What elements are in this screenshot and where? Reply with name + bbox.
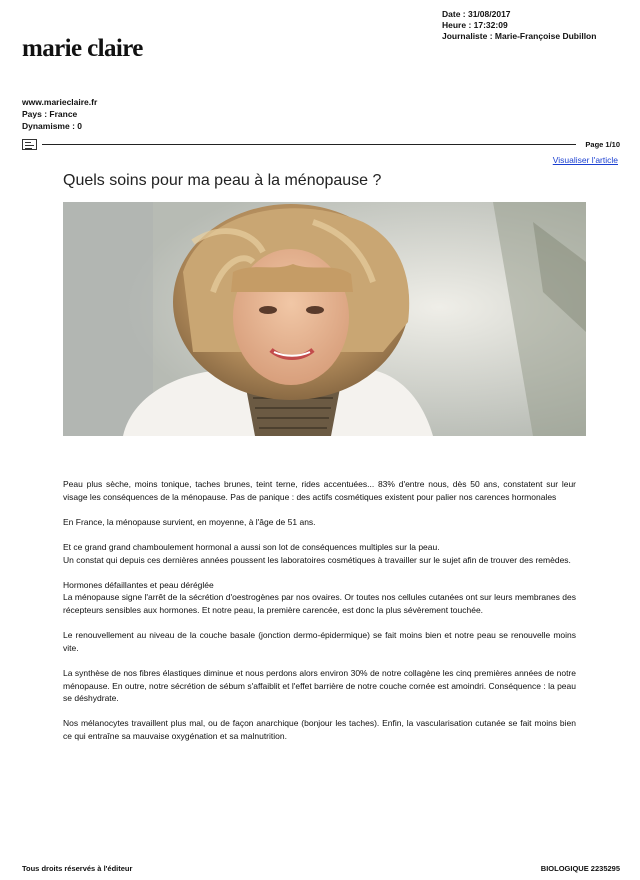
document-icon xyxy=(22,139,37,150)
site-url: www.marieclaire.fr xyxy=(22,97,98,107)
article-meta xyxy=(442,9,622,42)
footer-reference: BIOLOGIQUE 2235295 xyxy=(540,864,620,873)
dynamism-label: Dynamisme : 0 xyxy=(22,121,82,131)
article-body xyxy=(63,478,576,755)
paragraph: Peau plus sèche, moins tonique, taches brunes, teint terne, rides accentuées... 83% d'entre nous, dès 50 ans, constatent sur leur visage les conséquences de la ménopause. Pas de panique : des actifs cosmétiques existent pour palier nos carences hormonales xyxy=(63,479,576,502)
paragraph: En France, la ménopause survient, en moyenne, à l'âge de 51 ans. xyxy=(63,516,316,527)
article-photo xyxy=(63,202,586,436)
footer-rights: Tous droits réservés à l'éditeur xyxy=(22,864,133,873)
divider xyxy=(42,144,576,145)
journalist-label: Journaliste : Marie-Françoise Dubillon xyxy=(442,31,597,41)
publication-logo: marie claire xyxy=(22,35,143,62)
paragraph: Hormones défaillantes et peau déréglée La ménopause signe l'arrêt de la sécrétion d'oestrogènes par nos ovaires. Or toutes nos cellules cutanées ont sur leurs membranes des récepteurs sensibles aux hormones. Et notre peau, la première carencée, est donc la plus sévèrement touchée. xyxy=(63,579,576,615)
page-rule xyxy=(22,139,620,151)
paragraph: Nos mélanocytes travaillent plus mal, ou de façon anarchique (bonjour les taches). Enfin, la vascularisation cutanée se fait moins bien ce qui entraîne sa mauvaise oxygénation et sa malnutrition. xyxy=(63,718,576,741)
page-number: Page 1/10 xyxy=(585,140,620,149)
source-meta xyxy=(22,96,97,132)
paragraph: Et ce grand grand chamboulement hormonal a aussi son lot de conséquences multiples sur la peau. Un constat qui depuis ces dernières années poussent les laboratoires cosmétiques à travailler sur le sujet afin de trouver des remèdes. xyxy=(63,541,571,565)
paragraph: Le renouvellement au niveau de la couche basale (jonction dermo-épidermique) se fait moins bien et notre peau se renouvelle moins vite. xyxy=(63,630,576,653)
country-label: Pays : France xyxy=(22,109,78,119)
paragraph: La synthèse de nos fibres élastiques diminue et nous perdons alors environ 30% de notre collagène les cinq premières années de notre ménopause. En outre, notre sécrétion de sébum s'affaiblit et l'effet barrière de notre couche cornée est amoindri. Conséquence : la peau se déshydrate. xyxy=(63,667,576,704)
time-label: Heure : 17:32:09 xyxy=(442,20,508,30)
portrait-illustration xyxy=(63,202,586,436)
date-label: Date : 31/08/2017 xyxy=(442,9,511,19)
article-title: Quels soins pour ma peau à la ménopause ? xyxy=(63,172,382,189)
view-article-link[interactable]: Visualiser l'article xyxy=(552,155,618,165)
